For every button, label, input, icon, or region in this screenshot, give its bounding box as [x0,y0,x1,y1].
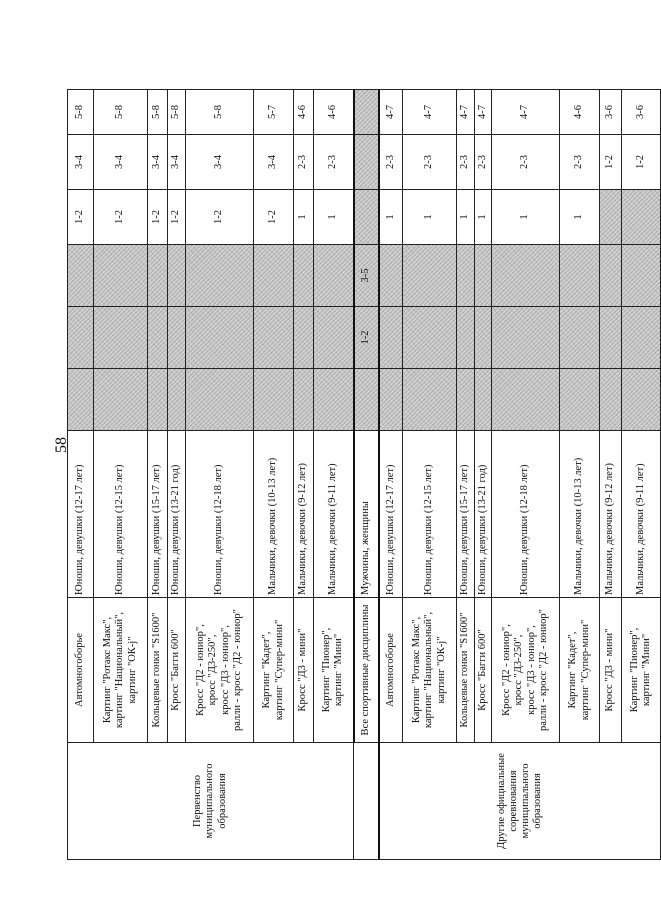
rank-cell: 3-4 [148,135,168,190]
rank-cell [492,369,560,431]
discipline-line: Кросс "Д3 - мини" [297,628,309,712]
discipline-cell [186,598,254,743]
discipline-line: картинг "Национальный", [114,611,126,729]
discipline-line: Автомногоборье [384,633,396,707]
rank-cell: 4-7 [492,90,560,135]
rank-cell: 1-2 [354,307,379,369]
discipline-cell [294,598,314,743]
rank-cell: 4-7 [457,90,475,135]
discipline-line: кросс "Д3 - юниор", [219,625,231,715]
rank-cell [314,369,354,431]
rank-cell [457,307,475,369]
discipline-line: Автомногоборье [74,633,86,707]
section-name-cell: Первенство муниципального образования [68,743,354,860]
age-category-cell: Юноши, девушки (12-15 лет) [94,431,148,598]
rank-cell: 5-8 [94,90,148,135]
rank-cell [354,135,379,190]
table-body [68,90,661,860]
age-category-cell: Юноши, девушки (15-17 лет) [457,431,475,598]
age-category-cell: Мужчины, женщины [354,431,379,598]
rank-cell: 1 [294,190,314,245]
rank-cell [475,307,492,369]
discipline-cell [254,598,294,743]
rank-cell [148,369,168,431]
rank-cell: 2-3 [475,135,492,190]
discipline-line: Все спортивные дисциплины [359,604,371,736]
rank-cell: 3-6 [622,90,661,135]
age-category-cell: Мальчики, девочки (9-11 лет) [314,431,354,598]
rank-cell: 1 [457,190,475,245]
rank-cell [600,369,622,431]
rank-cell [560,245,600,307]
rank-cell [168,369,186,431]
rank-cell [294,245,314,307]
discipline-line: Картинг "Пионер", [321,627,333,713]
rank-cell: 1 [475,190,492,245]
rank-cell: 1 [403,190,457,245]
rank-cell: 1 [560,190,600,245]
rank-cell: 1-2 [68,190,94,245]
rank-cell: 4-6 [294,90,314,135]
table-row [379,90,403,860]
rank-cell [354,369,379,431]
discipline-line: Кросс "Багги 600" [170,629,182,711]
rank-cell [379,307,403,369]
rank-cell [186,307,254,369]
discipline-line: Картинг "Кадет", [261,631,273,709]
age-category-cell: Мальчики, девочки (9-12 лет) [294,431,314,598]
age-category-cell: Мальчики, девочки (9-11 лет) [622,431,661,598]
rank-cell: 2-3 [403,135,457,190]
rank-cell [457,369,475,431]
discipline-line: ралли - кросс "Д2 - юниор" [231,609,243,731]
discipline-line: картинг "Мини" [333,633,345,707]
rank-cell: 1-2 [94,190,148,245]
discipline-cell [354,598,379,743]
rank-cell: 1-2 [622,135,661,190]
discipline-line: картинг "ОК-j" [435,636,447,704]
rank-cell: 3-4 [168,135,186,190]
rank-cell [294,369,314,431]
rank-cell [457,245,475,307]
rank-cell [68,369,94,431]
rank-cell [622,307,661,369]
rank-cell [622,369,661,431]
rank-cell [168,307,186,369]
discipline-line: Кольцевые гонки "S1600" [459,612,471,728]
results-table [67,89,661,860]
rank-cell [94,369,148,431]
discipline-line: ралли - кросс "Д2 - юниор" [537,609,549,731]
age-category-cell: Юноши, девушки (13-21 год) [475,431,492,598]
discipline-line: картинг "Супер-мини" [273,619,285,721]
rank-cell [600,307,622,369]
rank-cell: 1 [379,190,403,245]
rank-cell: 1-2 [600,135,622,190]
discipline-cell [168,598,186,743]
discipline-line: кросс "Д3-250", [513,634,525,706]
rank-cell [600,190,622,245]
rank-cell: 1-2 [186,190,254,245]
rank-cell [186,245,254,307]
rank-cell: 3-4 [186,135,254,190]
rank-cell: 2-3 [457,135,475,190]
rank-cell [254,307,294,369]
rank-cell: 1-2 [148,190,168,245]
discipline-cell [622,598,661,743]
discipline-cell [68,598,94,743]
rank-cell: 3-4 [68,135,94,190]
section-name-cell [354,743,379,860]
table-row [354,90,379,860]
rank-cell: 5-8 [186,90,254,135]
rank-cell: 5-8 [68,90,94,135]
rank-cell [560,369,600,431]
discipline-cell [314,598,354,743]
discipline-line: Картинг "Ротакс Макс", [411,616,423,724]
discipline-line: картинг "Мини" [641,633,652,707]
discipline-line: Кросс "Д3 - мини" [604,628,616,712]
rank-cell [403,245,457,307]
section-name-cell: Другие официальные соревнования муниципального образования [379,743,661,860]
rank-cell: 4-7 [379,90,403,135]
rank-cell [492,307,560,369]
rank-cell [403,369,457,431]
rank-cell: 2-3 [560,135,600,190]
rank-cell [475,245,492,307]
rank-cell: 5-8 [148,90,168,135]
age-category-cell: Мальчики, девочки (9-12 лет) [600,431,622,598]
rank-cell: 1 [492,190,560,245]
rank-cell: 1 [314,190,354,245]
age-category-cell: Юноши, девушки (12-17 лет) [68,431,94,598]
discipline-line: Картинг "Кадет", [567,631,579,709]
discipline-line: Картинг "Ротакс Макс", [102,616,114,724]
rank-cell [560,307,600,369]
rank-cell [403,307,457,369]
rank-cell: 2-3 [379,135,403,190]
rank-cell [354,90,379,135]
rank-cell [354,190,379,245]
discipline-line: кросс "Д3-250", [207,634,219,706]
rank-cell [379,369,403,431]
discipline-line: Кольцевые гонки "S1600" [151,612,163,728]
rank-cell [379,245,403,307]
discipline-cell [148,598,168,743]
discipline-cell [475,598,492,743]
rank-cell: 4-7 [475,90,492,135]
rank-cell: 3-6 [600,90,622,135]
rank-cell [600,245,622,307]
rank-cell [294,307,314,369]
age-category-cell: Мальчики, девочки (10-13 лет) [254,431,294,598]
discipline-line: картинг "Супер-мини" [579,619,591,721]
rank-cell: 5-8 [168,90,186,135]
rank-cell: 2-3 [294,135,314,190]
discipline-line: картинг "Национальный", [423,611,435,729]
discipline-line: кросс "Д3 - юниор", [525,625,537,715]
rank-cell: 2-3 [492,135,560,190]
rank-cell [68,307,94,369]
age-category-cell: Юноши, девушки (12-15 лет) [403,431,457,598]
rank-cell [94,245,148,307]
rank-cell [622,190,661,245]
age-category-cell: Юноши, девушки (15-17 лет) [148,431,168,598]
rank-cell: 4-7 [403,90,457,135]
rank-cell [622,245,661,307]
rank-cell [314,307,354,369]
discipline-cell [379,598,403,743]
rank-cell: 4-6 [560,90,600,135]
table-rotator [67,90,652,860]
rank-cell: 3-5 [354,245,379,307]
rank-cell [254,245,294,307]
discipline-cell [94,598,148,743]
discipline-cell [560,598,600,743]
rank-cell [148,307,168,369]
page-number: 58 [53,437,70,453]
discipline-line: картинг "ОК-j" [126,636,138,704]
discipline-cell [457,598,475,743]
rank-cell: 3-4 [94,135,148,190]
rank-cell [94,307,148,369]
discipline-cell [492,598,560,743]
rank-cell: 1-2 [254,190,294,245]
age-category-cell: Юноши, девушки (12-17 лет) [379,431,403,598]
discipline-line: Картинг "Пионер", [628,627,640,713]
rank-cell [148,245,168,307]
discipline-line: Кросс "Д2 - юниор", [501,624,513,716]
age-category-cell: Юноши, девушки (12-18 лет) [492,431,560,598]
rank-cell [475,369,492,431]
rank-cell: 4-6 [314,90,354,135]
rank-cell [254,369,294,431]
discipline-cell [403,598,457,743]
rank-cell: 1-2 [168,190,186,245]
rank-cell [186,369,254,431]
discipline-cell [600,598,622,743]
age-category-cell: Юноши, девушки (12-18 лет) [186,431,254,598]
rank-cell [68,245,94,307]
discipline-line: Кросс "Д2 - юниор", [195,624,207,716]
rank-cell: 5-7 [254,90,294,135]
rank-cell [168,245,186,307]
age-category-cell: Мальчики, девочки (10-13 лет) [560,431,600,598]
table-row [68,90,94,860]
age-category-cell: Юноши, девушки (13-21 год) [168,431,186,598]
rank-cell [492,245,560,307]
discipline-line: Кросс "Багги 600" [476,629,488,711]
rank-cell: 3-4 [254,135,294,190]
rank-cell: 2-3 [314,135,354,190]
rank-cell [314,245,354,307]
